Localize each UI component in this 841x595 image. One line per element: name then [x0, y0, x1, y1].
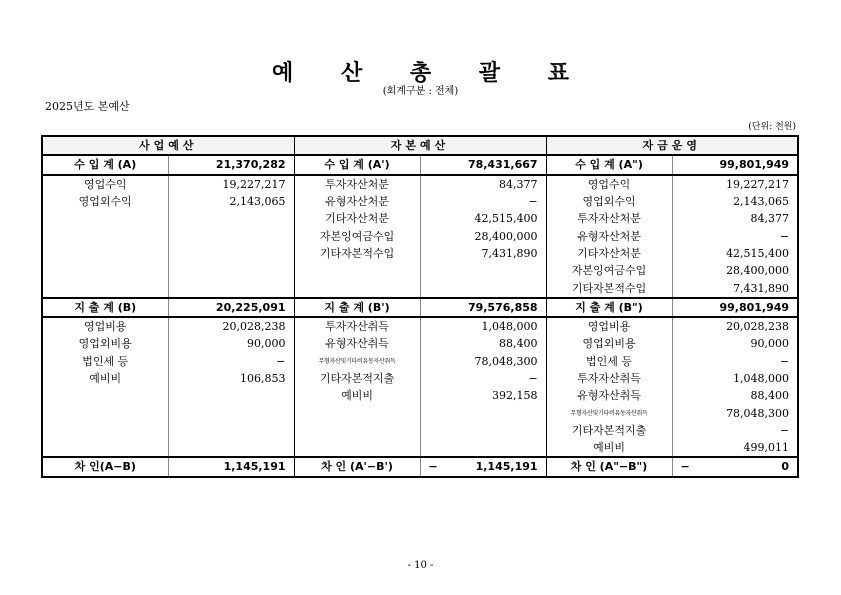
item-label: 기타자산처분: [546, 245, 672, 262]
item-amount: 1,048,000: [420, 317, 546, 335]
item-amount: 88,400: [672, 387, 798, 404]
item-label: [294, 262, 420, 279]
item-amount: 28,400,000: [672, 262, 798, 279]
line-item-row: [42, 335, 798, 352]
item-label: 유형자산취득: [546, 387, 672, 404]
total-label: 지 출 계 (B"): [546, 298, 672, 317]
item-label: 유형자산처분: [546, 227, 672, 244]
item-amount: [420, 439, 546, 457]
unit-label: (단위: 천원): [748, 122, 796, 132]
total-value: [672, 298, 798, 317]
item-amount: −: [420, 370, 546, 387]
item-label: [294, 279, 420, 297]
item-label: [42, 262, 168, 279]
item-label: 투자자산처분: [294, 175, 420, 193]
item-amount: [168, 245, 294, 262]
total-value: [168, 457, 294, 476]
budget-summary-table: [41, 135, 799, 478]
item-amount: −: [672, 353, 798, 370]
item-label: 자본잉여금수입: [294, 227, 420, 244]
item-label: [294, 404, 420, 421]
line-item-row: [42, 245, 798, 262]
item-label: 법인세 등: [42, 353, 168, 370]
line-item-row: [42, 422, 798, 439]
item-amount: 2,143,065: [168, 193, 294, 210]
item-amount: [420, 422, 546, 439]
item-label: [294, 439, 420, 457]
item-label: 영업수익: [546, 175, 672, 193]
item-amount: 7,431,890: [672, 279, 798, 297]
item-label: [42, 387, 168, 404]
item-amount: 28,400,000: [420, 227, 546, 244]
total-value: [420, 298, 546, 317]
total-value: [420, 155, 546, 174]
total-value: [168, 155, 294, 174]
total-label: 지 출 계 (B'): [294, 298, 420, 317]
item-amount: 19,227,217: [168, 175, 294, 193]
item-amount: 106,853: [168, 370, 294, 387]
item-label: 영업비용: [42, 317, 168, 335]
item-label: 법인세 등: [546, 353, 672, 370]
total-value: [168, 298, 294, 317]
total-label: 수 입 계 (A'): [294, 155, 420, 174]
item-amount: 1,048,000: [672, 370, 798, 387]
item-label: [42, 422, 168, 439]
item-amount: [420, 262, 546, 279]
item-label: 영업외비용: [42, 335, 168, 352]
item-label: 영업외수익: [42, 193, 168, 210]
total-amount: 0: [781, 460, 790, 474]
item-amount: 42,515,400: [420, 210, 546, 227]
total-label: 차 인 (A'−B'): [294, 457, 420, 476]
item-amount: [168, 422, 294, 439]
item-label: 영업외비용: [546, 335, 672, 352]
page-title: 예 산 총 괄 표: [272, 61, 589, 86]
item-label: 영업비용: [546, 317, 672, 335]
line-item-row: [42, 387, 798, 404]
line-item-row: [42, 439, 798, 457]
line-item-row: [42, 262, 798, 279]
item-amount: 2,143,065: [672, 193, 798, 210]
header-fund-management: 자금운영: [546, 136, 798, 155]
total-value: [672, 457, 798, 476]
item-amount: 90,000: [672, 335, 798, 352]
item-amount: [168, 439, 294, 457]
item-amount: 42,515,400: [672, 245, 798, 262]
total-label: 지 출 계 (B): [42, 298, 168, 317]
budget-table-body: [42, 136, 798, 477]
item-amount: [168, 279, 294, 297]
total-value: [420, 457, 546, 476]
difference-row: [42, 457, 798, 476]
item-amount: −: [168, 353, 294, 370]
total-label: 수 입 계 (A"): [546, 155, 672, 174]
item-amount: [168, 262, 294, 279]
item-amount: 78,048,300: [672, 404, 798, 421]
total-label: 차 인(A−B): [42, 457, 168, 476]
item-label: [42, 404, 168, 421]
budget-year-label: 2025년도 본예산: [45, 100, 130, 113]
item-label: [294, 422, 420, 439]
line-item-row: [42, 317, 798, 335]
item-amount: 20,028,238: [672, 317, 798, 335]
item-amount: 499,011: [672, 439, 798, 457]
item-label: 무형자산및기타비유동자산취득: [294, 353, 420, 370]
item-amount: −: [672, 422, 798, 439]
item-label: [42, 439, 168, 457]
item-label: [42, 279, 168, 297]
item-label: 투자자산처분: [546, 210, 672, 227]
total-amount: 1,145,191: [475, 460, 538, 474]
item-label: 예비비: [42, 370, 168, 387]
item-label: 유형자산취득: [294, 335, 420, 352]
income-total-row: [42, 155, 798, 174]
total-amount: 79,576,858: [467, 300, 538, 314]
item-amount: 90,000: [168, 335, 294, 352]
total-amount: 21,370,282: [215, 158, 286, 172]
item-amount: [168, 210, 294, 227]
item-label: 유형자산처분: [294, 193, 420, 210]
item-amount: 19,227,217: [672, 175, 798, 193]
minus-sign: −: [428, 460, 438, 474]
line-item-row: [42, 175, 798, 193]
item-label: 기타자본적지출: [546, 422, 672, 439]
item-amount: 78,048,300: [420, 353, 546, 370]
item-label: 기타자본적수입: [294, 245, 420, 262]
header-capital-budget: 자본예산: [294, 136, 546, 155]
item-amount: [168, 387, 294, 404]
total-amount: 1,145,191: [223, 460, 286, 474]
item-label: 투자자산취득: [546, 370, 672, 387]
item-label: 영업외수익: [546, 193, 672, 210]
item-label: 기타자본적수입: [546, 279, 672, 297]
accounting-division: (회계구분 : 전체): [382, 86, 459, 97]
item-label: [42, 227, 168, 244]
item-label: 무형자산및기타비유동자산취득: [546, 404, 672, 421]
total-amount: 20,225,091: [215, 300, 286, 314]
total-amount: 99,801,949: [719, 158, 790, 172]
item-amount: 84,377: [672, 210, 798, 227]
total-amount: 99,801,949: [719, 300, 790, 314]
item-amount: [420, 279, 546, 297]
section-header-row: [42, 136, 798, 155]
item-label: 예비비: [294, 387, 420, 404]
item-amount: 20,028,238: [168, 317, 294, 335]
item-amount: −: [420, 193, 546, 210]
line-item-row: [42, 227, 798, 244]
item-label: 예비비: [546, 439, 672, 457]
line-item-row: [42, 193, 798, 210]
total-label: 수 입 계 (A): [42, 155, 168, 174]
expense-total-row: [42, 298, 798, 317]
item-label: [42, 245, 168, 262]
item-label: 기타자산처분: [294, 210, 420, 227]
total-amount: 78,431,667: [467, 158, 538, 172]
item-label: 영업수익: [42, 175, 168, 193]
line-item-row: [42, 404, 798, 421]
item-amount: 392,158: [420, 387, 546, 404]
item-label: [42, 210, 168, 227]
item-label: 투자자산취득: [294, 317, 420, 335]
total-label: 차 인 (A"−B"): [546, 457, 672, 476]
page-number: - 10 -: [407, 560, 434, 571]
line-item-row: [42, 210, 798, 227]
item-label: 기타자본적지출: [294, 370, 420, 387]
line-item-row: [42, 370, 798, 387]
item-amount: [168, 227, 294, 244]
item-label: 자본잉여금수입: [546, 262, 672, 279]
line-item-row: [42, 279, 798, 297]
item-amount: 7,431,890: [420, 245, 546, 262]
total-value: [672, 155, 798, 174]
minus-sign: −: [680, 460, 690, 474]
item-amount: −: [672, 227, 798, 244]
header-operating-budget: 사업예산: [42, 136, 294, 155]
item-amount: 84,377: [420, 175, 546, 193]
line-item-row: [42, 353, 798, 370]
item-amount: [420, 404, 546, 421]
item-amount: 88,400: [420, 335, 546, 352]
item-amount: [168, 404, 294, 421]
